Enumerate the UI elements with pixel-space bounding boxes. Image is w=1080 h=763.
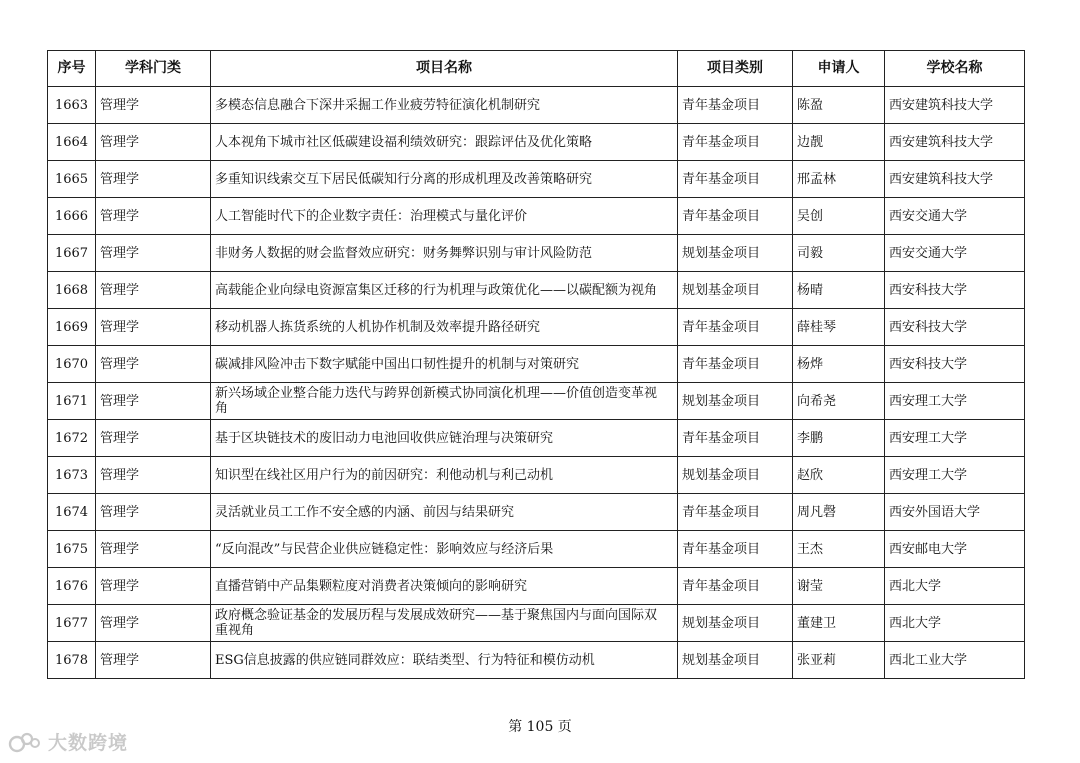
cell-school: 西安外国语大学 [885, 494, 1025, 531]
cell-discipline: 管理学 [96, 309, 211, 346]
cell-title: 灵活就业员工工作不安全感的内涵、前因与结果研究 [211, 494, 678, 531]
cell-no: 1672 [48, 420, 96, 457]
table-row [48, 124, 1025, 161]
table-row [48, 457, 1025, 494]
cell-applicant: 向希尧 [793, 383, 885, 420]
header-applicant: 申请人 [793, 51, 885, 87]
header-title: 项目名称 [211, 51, 678, 87]
cell-school: 西安建筑科技大学 [885, 124, 1025, 161]
cell-applicant: 杨晴 [793, 272, 885, 309]
cell-applicant: 边靓 [793, 124, 885, 161]
cell-no: 1678 [48, 642, 96, 679]
cell-title: 政府概念验证基金的发展历程与发展成效研究——基于聚焦国内与面向国际双重视角 [211, 605, 678, 642]
cell-school: 西北大学 [885, 568, 1025, 605]
cell-discipline: 管理学 [96, 87, 211, 124]
table-body [48, 87, 1025, 679]
cell-discipline: 管理学 [96, 272, 211, 309]
cell-no: 1670 [48, 346, 96, 383]
cell-title: 碳减排风险冲击下数字赋能中国出口韧性提升的机制与对策研究 [211, 346, 678, 383]
cell-category: 青年基金项目 [678, 124, 793, 161]
cell-category: 青年基金项目 [678, 494, 793, 531]
table-row [48, 87, 1025, 124]
cell-title: ESG信息披露的供应链同群效应：联结类型、行为特征和模仿动机 [211, 642, 678, 679]
cell-no: 1663 [48, 87, 96, 124]
cell-category: 规划基金项目 [678, 235, 793, 272]
cell-applicant: 王杰 [793, 531, 885, 568]
cell-school: 西安建筑科技大学 [885, 161, 1025, 198]
table-row [48, 642, 1025, 679]
cell-title: 移动机器人拣货系统的人机协作机制及效率提升路径研究 [211, 309, 678, 346]
cell-category: 规划基金项目 [678, 272, 793, 309]
cell-title: 非财务人数据的财会监督效应研究：财务舞弊识别与审计风险防范 [211, 235, 678, 272]
cell-school: 西安理工大学 [885, 457, 1025, 494]
table-row [48, 309, 1025, 346]
cell-applicant: 薛桂琴 [793, 309, 885, 346]
cell-category: 青年基金项目 [678, 198, 793, 235]
cell-no: 1664 [48, 124, 96, 161]
table-row [48, 272, 1025, 309]
cell-no: 1665 [48, 161, 96, 198]
cell-no: 1675 [48, 531, 96, 568]
cell-applicant: 赵欣 [793, 457, 885, 494]
cell-applicant: 李鹏 [793, 420, 885, 457]
cell-category: 青年基金项目 [678, 87, 793, 124]
cell-title: 多重知识线索交互下居民低碳知行分离的形成机理及改善策略研究 [211, 161, 678, 198]
cell-no: 1668 [48, 272, 96, 309]
cell-discipline: 管理学 [96, 605, 211, 642]
cell-applicant: 张亚莉 [793, 642, 885, 679]
cell-school: 西安理工大学 [885, 383, 1025, 420]
cell-category: 青年基金项目 [678, 161, 793, 198]
header-school: 学校名称 [885, 51, 1025, 87]
table-row [48, 420, 1025, 457]
cell-school: 西安科技大学 [885, 346, 1025, 383]
cell-category: 青年基金项目 [678, 568, 793, 605]
cell-school: 西安邮电大学 [885, 531, 1025, 568]
cell-no: 1676 [48, 568, 96, 605]
cell-discipline: 管理学 [96, 235, 211, 272]
cell-category: 规划基金项目 [678, 457, 793, 494]
table-row [48, 605, 1025, 642]
cell-discipline: 管理学 [96, 457, 211, 494]
cell-school: 西安科技大学 [885, 309, 1025, 346]
cell-category: 规划基金项目 [678, 383, 793, 420]
cell-title: “反向混改”与民营企业供应链稳定性：影响效应与经济后果 [211, 531, 678, 568]
cell-applicant: 陈盈 [793, 87, 885, 124]
cell-no: 1671 [48, 383, 96, 420]
cell-school: 西安科技大学 [885, 272, 1025, 309]
brand-logo-icon [8, 730, 42, 754]
header-discipline: 学科门类 [96, 51, 211, 87]
cell-discipline: 管理学 [96, 198, 211, 235]
cell-school: 西安建筑科技大学 [885, 87, 1025, 124]
cell-title: 知识型在线社区用户行为的前因研究：利他动机与利己动机 [211, 457, 678, 494]
cell-applicant: 吴创 [793, 198, 885, 235]
table-row [48, 494, 1025, 531]
cell-title: 基于区块链技术的废旧动力电池回收供应链治理与决策研究 [211, 420, 678, 457]
watermark [8, 728, 128, 755]
page-number: 第 105 页 [508, 719, 572, 735]
cell-school: 西安交通大学 [885, 198, 1025, 235]
table-header-row [48, 51, 1025, 87]
table-row [48, 161, 1025, 198]
cell-title: 人工智能时代下的企业数字责任：治理模式与量化评价 [211, 198, 678, 235]
cell-school: 西安交通大学 [885, 235, 1025, 272]
cell-school: 西北大学 [885, 605, 1025, 642]
cell-no: 1677 [48, 605, 96, 642]
table-row [48, 383, 1025, 420]
header-no: 序号 [48, 51, 96, 87]
cell-title: 高载能企业向绿电资源富集区迁移的行为机理与政策优化——以碳配额为视角 [211, 272, 678, 309]
cell-title: 直播营销中产品集颗粒度对消费者决策倾向的影响研究 [211, 568, 678, 605]
table-row [48, 568, 1025, 605]
cell-discipline: 管理学 [96, 531, 211, 568]
header-category: 项目类别 [678, 51, 793, 87]
cell-title: 新兴场域企业整合能力迭代与跨界创新模式协同演化机理——价值创造变革视角 [211, 383, 678, 420]
cell-no: 1674 [48, 494, 96, 531]
cell-discipline: 管理学 [96, 494, 211, 531]
project-table [47, 50, 1025, 679]
cell-category: 青年基金项目 [678, 531, 793, 568]
cell-discipline: 管理学 [96, 420, 211, 457]
cell-discipline: 管理学 [96, 124, 211, 161]
cell-school: 西安理工大学 [885, 420, 1025, 457]
table-row [48, 235, 1025, 272]
cell-no: 1666 [48, 198, 96, 235]
cell-discipline: 管理学 [96, 568, 211, 605]
cell-applicant: 司毅 [793, 235, 885, 272]
cell-discipline: 管理学 [96, 346, 211, 383]
cell-category: 青年基金项目 [678, 420, 793, 457]
table-row [48, 198, 1025, 235]
cell-discipline: 管理学 [96, 161, 211, 198]
cell-discipline: 管理学 [96, 642, 211, 679]
cell-school: 西北工业大学 [885, 642, 1025, 679]
cell-category: 规划基金项目 [678, 642, 793, 679]
cell-category: 青年基金项目 [678, 309, 793, 346]
cell-applicant: 谢莹 [793, 568, 885, 605]
watermark-text: 大数跨境 [48, 732, 129, 754]
cell-title: 人本视角下城市社区低碳建设福利绩效研究：跟踪评估及优化策略 [211, 124, 678, 161]
table-row [48, 346, 1025, 383]
cell-no: 1673 [48, 457, 96, 494]
cell-no: 1669 [48, 309, 96, 346]
cell-applicant: 杨烨 [793, 346, 885, 383]
cell-applicant: 董建卫 [793, 605, 885, 642]
cell-applicant: 邢孟林 [793, 161, 885, 198]
cell-discipline: 管理学 [96, 383, 211, 420]
cell-applicant: 周凡磬 [793, 494, 885, 531]
cell-category: 青年基金项目 [678, 346, 793, 383]
cell-title: 多模态信息融合下深井采掘工作业疲劳特征演化机制研究 [211, 87, 678, 124]
cell-no: 1667 [48, 235, 96, 272]
table-row [48, 531, 1025, 568]
cell-category: 规划基金项目 [678, 605, 793, 642]
